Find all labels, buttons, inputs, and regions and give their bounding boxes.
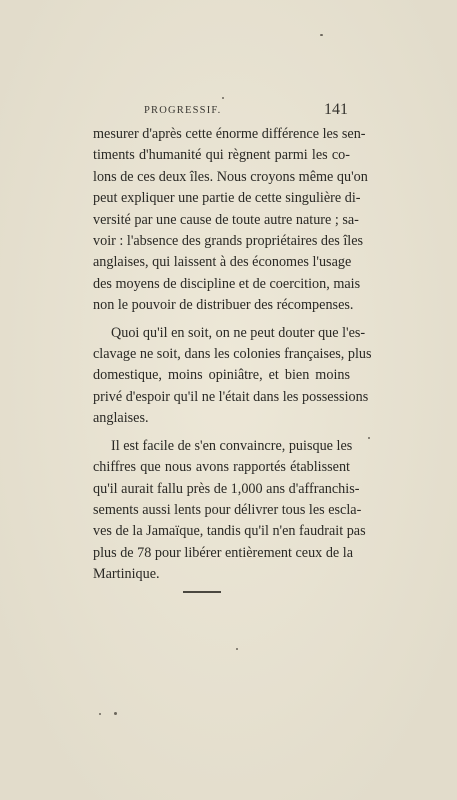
paper-speck bbox=[320, 34, 323, 36]
text-line: mesurer d'après cette énorme différence les sen- bbox=[93, 126, 366, 142]
text-line: privé d'espoir qu'il ne l'était dans les possessions bbox=[93, 388, 369, 405]
page-number: 141 bbox=[324, 101, 348, 118]
text-line: chiffres que nous avons rapportés établissent bbox=[93, 459, 350, 476]
body-text bbox=[93, 124, 372, 592]
text-line: anglaises. bbox=[93, 410, 149, 427]
page-header bbox=[94, 103, 348, 123]
text-line: versité par une cause de toute autre nature ; sa- bbox=[93, 211, 359, 228]
paper-speck bbox=[114, 712, 117, 715]
paragraph bbox=[93, 323, 372, 430]
text-line: des moyens de discipline et de coercition, mais bbox=[93, 275, 361, 292]
text-line: Quoi qu'il en soit, on ne peut douter que l'es- bbox=[111, 324, 366, 341]
paragraph bbox=[93, 124, 368, 317]
text-line: timents d'humanité qui règnent parmi les co- bbox=[93, 147, 350, 164]
text-line: voir : l'absence des grands propriétaires des îles bbox=[93, 233, 364, 250]
paper-speck bbox=[222, 97, 224, 99]
text-line: sements aussi lents pour délivrer tous les escla- bbox=[93, 501, 362, 518]
text-line: domestique, moins opiniâtre, et bien moins bbox=[93, 367, 350, 384]
text-line: clavage ne soit, dans les colonies françaises, plus bbox=[93, 346, 372, 363]
text-line: lons de ces deux îles. Nous croyons même qu'on bbox=[93, 168, 368, 185]
text-line: anglaises, qui laissent à des économes l'usage bbox=[93, 254, 352, 271]
text-line: qu'il aurait fallu près de 1,000 ans d'affranchis- bbox=[93, 480, 360, 497]
running-head: PROGRESSIF. bbox=[144, 105, 222, 116]
paragraph bbox=[93, 436, 366, 586]
paper-speck bbox=[99, 713, 101, 715]
text-line: Il est facile de s'en convaincre, puisque les bbox=[111, 437, 353, 454]
end-rule bbox=[183, 591, 221, 593]
text-line: plus de 78 pour libérer entièrement ceux de la bbox=[93, 544, 354, 561]
paper-speck bbox=[236, 648, 238, 650]
text-line: ves de la Jamaïque, tandis qu'il n'en faudrait pas bbox=[93, 523, 366, 540]
text-line: peut expliquer une partie de cette singulière di- bbox=[93, 190, 361, 207]
paper-speck bbox=[368, 437, 370, 439]
text-line: Martinique. bbox=[93, 566, 160, 583]
text-line: non le pouvoir de distribuer des récompenses. bbox=[93, 297, 354, 314]
